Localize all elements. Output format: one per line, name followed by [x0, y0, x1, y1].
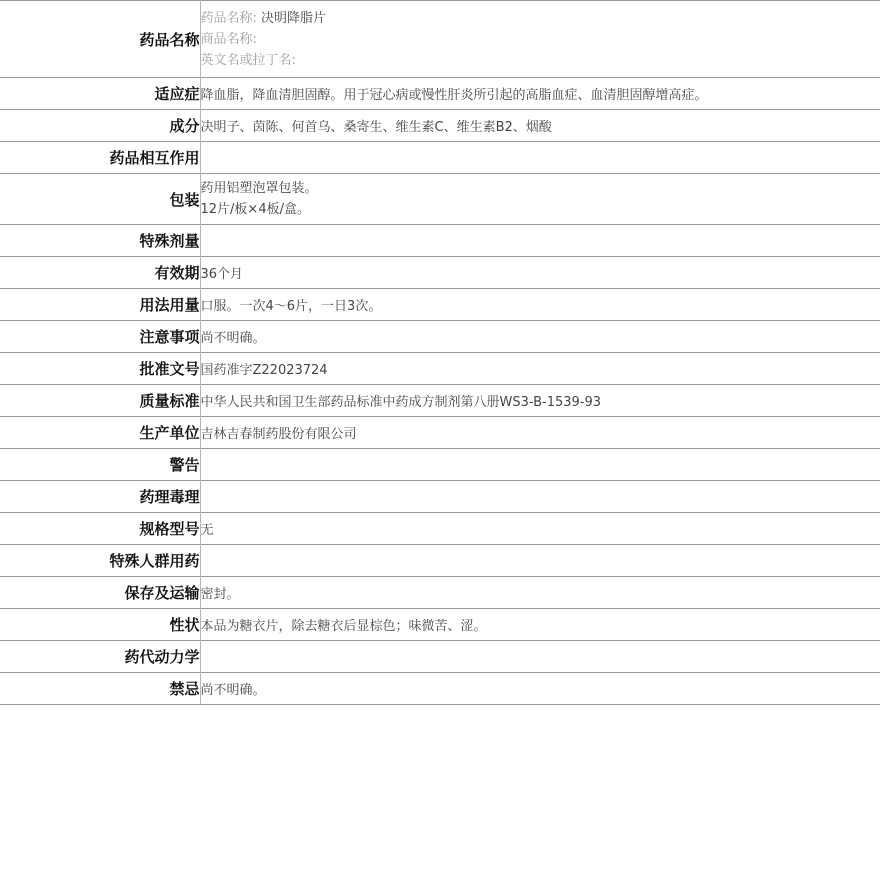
- row-usage: [0, 289, 880, 321]
- row-value: [200, 641, 880, 673]
- row-contraindications: [0, 673, 880, 705]
- row-label: 适应症: [0, 78, 200, 110]
- row-value: 36个月: [200, 257, 880, 289]
- row-description: [0, 609, 880, 641]
- packaging-line-1: 药用铝塑泡罩包装。: [200, 181, 318, 196]
- row-ingredients: [0, 110, 880, 142]
- row-indications: [0, 78, 880, 110]
- row-label: 药品名称: [0, 1, 200, 78]
- generic-name-value: 决明降脂片: [261, 10, 327, 26]
- row-label: 警告: [0, 449, 200, 481]
- row-label: 用法用量: [0, 289, 200, 321]
- generic-name-label: 药品名称:: [200, 10, 257, 26]
- row-interactions: [0, 142, 880, 174]
- row-label: 药理毒理: [0, 481, 200, 513]
- row-label: 注意事项: [0, 321, 200, 353]
- row-value: 无: [200, 513, 880, 545]
- row-pharmacology: [0, 481, 880, 513]
- row-precautions: [0, 321, 880, 353]
- row-value: [200, 481, 880, 513]
- row-value: 尚不明确。: [200, 321, 880, 353]
- row-value: 中华人民共和国卫生部药品标准中药成方制剂第八册WS3-B-1539-93: [200, 385, 880, 417]
- row-special-population: [0, 545, 880, 577]
- row-warning: [0, 449, 880, 481]
- row-label: 质量标准: [0, 385, 200, 417]
- row-label: 保存及运输: [0, 577, 200, 609]
- row-value: 降血脂，降血清胆固醇。用于冠心病或慢性肝炎所引起的高脂血症、血清胆固醇增高症。: [200, 78, 880, 110]
- row-label: 性状: [0, 609, 200, 641]
- row-approval: [0, 353, 880, 385]
- row-label: 生产单位: [0, 417, 200, 449]
- row-specification: [0, 513, 880, 545]
- row-storage: [0, 577, 880, 609]
- row-label: 成分: [0, 110, 200, 142]
- row-label: 药代动力学: [0, 641, 200, 673]
- row-value: [200, 142, 880, 174]
- row-label: 规格型号: [0, 513, 200, 545]
- row-value: 决明子、茵陈、何首乌、桑寄生、维生素C、维生素B2、烟酸: [200, 110, 880, 142]
- row-label: 特殊人群用药: [0, 545, 200, 577]
- row-shelf-life: [0, 257, 880, 289]
- row-special-dosage: [0, 225, 880, 257]
- row-value: 密封。: [200, 577, 880, 609]
- row-value: 本品为糖衣片，除去糖衣后显棕色；味微苦、涩。: [200, 609, 880, 641]
- row-label: 包装: [0, 174, 200, 225]
- row-value: 吉林吉春制药股份有限公司: [200, 417, 880, 449]
- row-value: 尚不明确。: [200, 673, 880, 705]
- row-value: [200, 174, 880, 225]
- row-label: 有效期: [0, 257, 200, 289]
- name-block: [200, 1, 880, 78]
- row-drug-name: [0, 1, 880, 78]
- row-value: 口服。一次4～6片，一日3次。: [200, 289, 880, 321]
- trade-name-label: 商品名称:: [200, 31, 257, 47]
- english-name-label: 英文名或拉丁名:: [200, 52, 296, 68]
- row-value: 国药准字Z22023724: [200, 353, 880, 385]
- row-manufacturer: [0, 417, 880, 449]
- row-value: [200, 225, 880, 257]
- row-value: [200, 449, 880, 481]
- row-label: 禁忌: [0, 673, 200, 705]
- row-label: 批准文号: [0, 353, 200, 385]
- row-pharmacokinetics: [0, 641, 880, 673]
- packaging-line-2: 12片/板×4板/盒。: [200, 202, 310, 217]
- row-standard: [0, 385, 880, 417]
- row-label: 药品相互作用: [0, 142, 200, 174]
- row-packaging: [0, 174, 880, 225]
- row-value: [200, 545, 880, 577]
- generic-name-line: [201, 8, 880, 29]
- row-label: 特殊剂量: [0, 225, 200, 257]
